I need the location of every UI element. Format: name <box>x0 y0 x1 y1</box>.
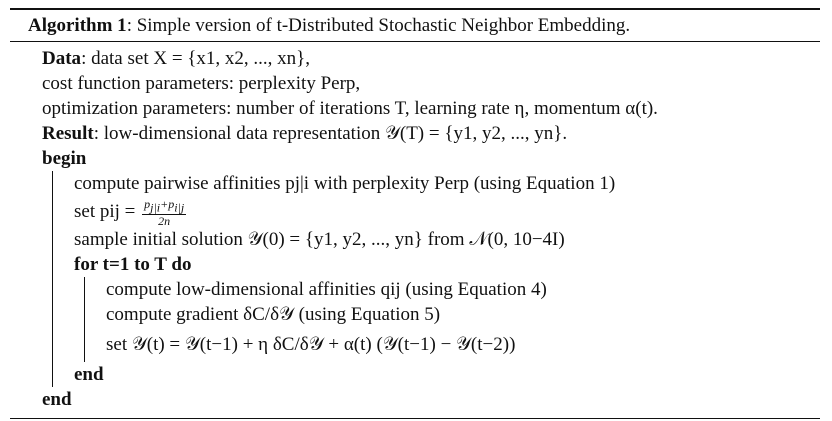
for-block-bar <box>84 277 85 362</box>
data-line <box>42 46 820 71</box>
result-keyword: Result <box>42 123 94 144</box>
step-compute-affinities: compute pairwise affinities pj|i with perplexity Perp (using Equation 1) <box>74 173 616 194</box>
algorithm-caption <box>10 10 820 41</box>
optimization-line: optimization parameters: number of iterations T, learning rate η, momentum α(t). <box>42 98 658 119</box>
step-sample: sample initial solution 𝒴(0) = {y1, y2, ..., yn} from 𝒩(0, 10−4I) <box>74 229 565 250</box>
algorithm-body <box>10 42 820 418</box>
data-keyword: Data <box>42 48 82 69</box>
step-compute-gradient: compute gradient δC/δ𝒴 (using Equation 5) <box>106 304 441 325</box>
main-block <box>42 171 820 387</box>
result-line <box>42 121 820 146</box>
algorithm-box <box>10 8 820 419</box>
for-block <box>74 277 820 362</box>
step-compute-low: compute low-dimensional affinities qij (using Equation 4) <box>106 279 547 300</box>
block-bar <box>52 171 53 387</box>
pij-fraction: $\frac{p_{j|i}+p_{i|j}}{2n}$ <box>144 197 185 228</box>
begin-keyword: begin <box>42 148 87 169</box>
end-inner-keyword: end <box>74 364 104 385</box>
caption-label: Algorithm 1 <box>28 15 127 36</box>
for-line: for t=1 to T do <box>74 254 192 275</box>
result-text: : low-dimensional data representation 𝒴(T) = {y1, y2, ..., yn}. <box>93 123 568 144</box>
set-pij-prefix: set pij = <box>74 201 136 222</box>
cost-line: cost function parameters: perplexity Perp, <box>42 73 361 94</box>
step-set-update: set 𝒴(t) = 𝒴(t−1) + η δC/δ𝒴 + α(t) (𝒴(t−1) − 𝒴(t−2)) <box>106 334 516 355</box>
caption-text: : Simple version of t-Distributed Stochastic Neighbor Embedding. <box>126 15 631 36</box>
end-keyword: end <box>42 389 72 410</box>
data-text: : data set X = {x1, x2, ..., xn}, <box>81 48 311 69</box>
bottom-rule <box>10 418 820 419</box>
step-set-pij <box>74 196 820 227</box>
